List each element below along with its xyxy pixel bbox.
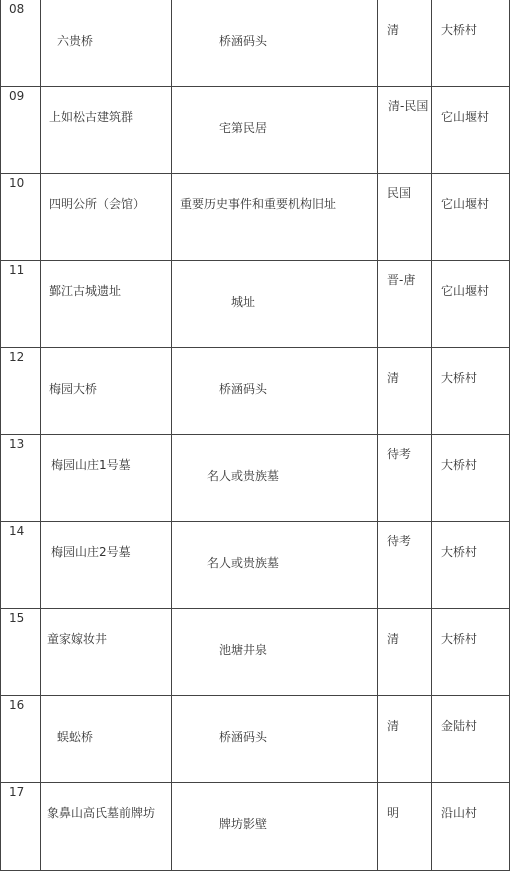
site-number: 17	[9, 785, 25, 799]
category-cell	[172, 87, 378, 174]
site-number: 09	[9, 89, 25, 103]
table-row	[1, 348, 510, 435]
site-era: 待考	[387, 447, 412, 461]
site-category: 重要历史事件和重要机构旧址	[180, 197, 337, 211]
site-name: 梅园山庄2号墓	[51, 545, 131, 559]
number-cell	[1, 0, 41, 87]
category-cell	[172, 609, 378, 696]
table-body	[1, 0, 510, 871]
table-row	[1, 0, 510, 87]
category-cell	[172, 783, 378, 871]
village-cell	[432, 696, 510, 783]
table-row	[1, 435, 510, 522]
site-category: 桥涵码头	[219, 382, 268, 396]
village-cell	[432, 783, 510, 871]
name-cell	[41, 0, 172, 87]
site-era: 清-民国	[388, 99, 429, 113]
name-cell	[41, 609, 172, 696]
site-name: 梅园大桥	[49, 382, 98, 396]
number-cell	[1, 348, 41, 435]
site-name: 梅园山庄1号墓	[51, 458, 131, 472]
site-village: 它山堰村	[441, 110, 490, 124]
era-cell	[378, 696, 432, 783]
name-cell	[41, 261, 172, 348]
number-cell	[1, 522, 41, 609]
number-cell	[1, 696, 41, 783]
number-cell	[1, 435, 41, 522]
era-cell	[378, 0, 432, 87]
era-cell	[378, 174, 432, 261]
category-cell	[172, 522, 378, 609]
table-row	[1, 261, 510, 348]
site-name: 象鼻山高氏墓前牌坊	[47, 806, 156, 820]
village-cell	[432, 174, 510, 261]
category-cell	[172, 174, 378, 261]
era-cell	[378, 348, 432, 435]
name-cell	[41, 522, 172, 609]
category-cell	[172, 348, 378, 435]
site-name: 上如松古建筑群	[49, 110, 134, 124]
table-row	[1, 609, 510, 696]
village-cell	[432, 522, 510, 609]
site-name: 六贵桥	[57, 34, 94, 48]
site-number: 10	[9, 176, 25, 190]
site-category: 桥涵码头	[219, 730, 268, 744]
village-cell	[432, 348, 510, 435]
site-village: 沿山村	[441, 806, 478, 820]
number-cell	[1, 609, 41, 696]
site-village: 大桥村	[441, 545, 478, 559]
site-village: 大桥村	[441, 632, 478, 646]
village-cell	[432, 0, 510, 87]
table-row	[1, 87, 510, 174]
site-number: 13	[9, 437, 25, 451]
table-row	[1, 783, 510, 871]
number-cell	[1, 261, 41, 348]
site-number: 11	[9, 263, 25, 277]
name-cell	[41, 783, 172, 871]
site-village: 大桥村	[441, 23, 478, 37]
name-cell	[41, 87, 172, 174]
site-name: 四明公所（会馆）	[49, 197, 146, 211]
site-name: 童家嫁妆井	[47, 632, 108, 646]
site-village: 金陆村	[441, 719, 478, 733]
site-era: 清	[387, 371, 400, 385]
site-era: 清	[387, 23, 400, 37]
era-cell	[378, 783, 432, 871]
era-cell	[378, 522, 432, 609]
village-cell	[432, 87, 510, 174]
site-category: 城址	[231, 295, 256, 309]
category-cell	[172, 261, 378, 348]
table-row	[1, 522, 510, 609]
table-row	[1, 174, 510, 261]
site-category: 牌坊影壁	[219, 817, 268, 831]
site-category: 桥涵码头	[219, 34, 268, 48]
site-name: 鄞江古城遗址	[49, 284, 122, 298]
site-era: 明	[387, 806, 400, 820]
name-cell	[41, 348, 172, 435]
site-era: 晋-唐	[387, 273, 416, 287]
village-cell	[432, 261, 510, 348]
site-era: 清	[387, 632, 400, 646]
site-era: 民国	[387, 186, 412, 200]
site-number: 15	[9, 611, 25, 625]
era-cell	[378, 609, 432, 696]
number-cell	[1, 174, 41, 261]
site-village: 大桥村	[441, 458, 478, 472]
era-cell	[378, 261, 432, 348]
era-cell	[378, 435, 432, 522]
village-cell	[432, 435, 510, 522]
site-village: 它山堰村	[441, 284, 490, 298]
village-cell	[432, 609, 510, 696]
site-number: 14	[9, 524, 25, 538]
site-name: 蜈蚣桥	[57, 730, 94, 744]
category-cell	[172, 435, 378, 522]
site-category: 名人或贵族墓	[207, 556, 280, 570]
site-category: 宅第民居	[219, 121, 268, 135]
site-village: 大桥村	[441, 371, 478, 385]
number-cell	[1, 87, 41, 174]
site-era: 待考	[387, 534, 412, 548]
site-number: 08	[9, 2, 25, 16]
category-cell	[172, 696, 378, 783]
name-cell	[41, 174, 172, 261]
name-cell	[41, 435, 172, 522]
site-number: 12	[9, 350, 25, 364]
category-cell	[172, 0, 378, 87]
site-category: 名人或贵族墓	[207, 469, 280, 483]
site-era: 清	[387, 719, 400, 733]
era-cell	[378, 87, 432, 174]
site-category: 池塘井泉	[219, 643, 268, 657]
site-village: 它山堰村	[441, 197, 490, 211]
table-row	[1, 696, 510, 783]
site-number: 16	[9, 698, 25, 712]
name-cell	[41, 696, 172, 783]
number-cell	[1, 783, 41, 871]
